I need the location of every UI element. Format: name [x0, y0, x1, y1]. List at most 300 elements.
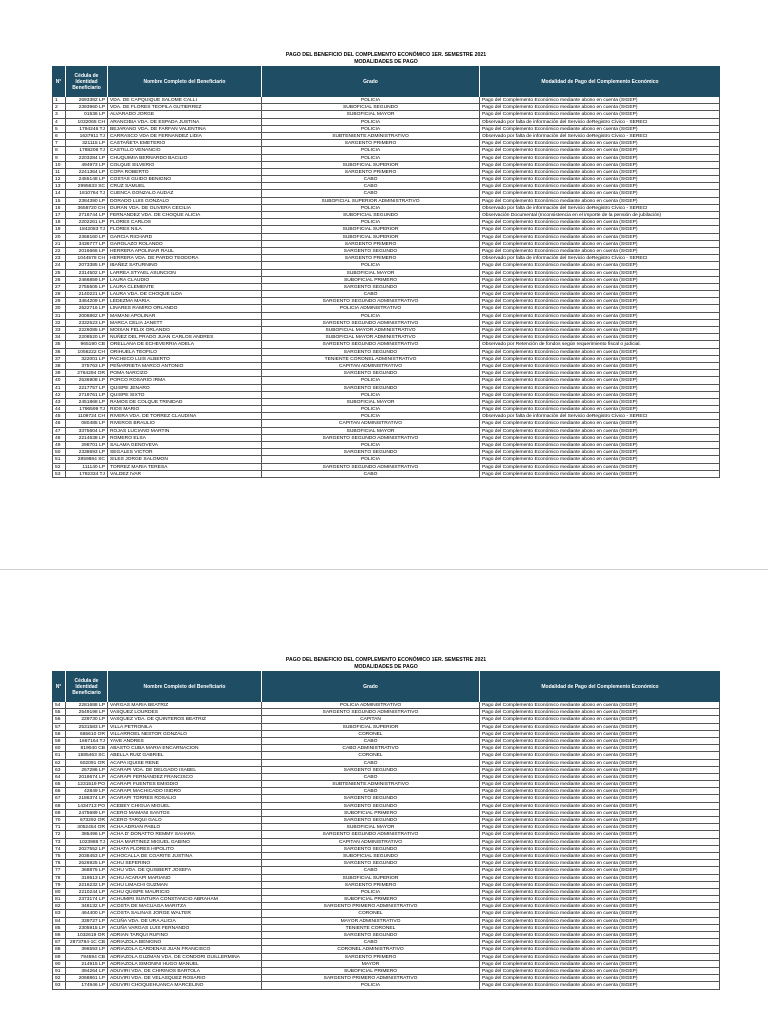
row-modalidad: Pago del Complemento Económico mediante abono en cuenta (SIGEP)	[480, 817, 720, 823]
row-grado: SARGENTO SEGUNDO	[262, 846, 480, 852]
row-number: 54	[52, 702, 66, 708]
row-number: 5	[52, 126, 66, 132]
row-modalidad: Pago del Complemento Económico mediante abono en cuenta (SIGEP)	[480, 975, 720, 981]
row-number: 42	[52, 392, 66, 398]
table-body	[52, 97, 720, 478]
table-row	[52, 738, 720, 745]
row-number: 61	[52, 752, 66, 758]
row-name: CASTILLO VENANCIO	[108, 147, 262, 153]
row-ci: 2073385 LP	[66, 262, 108, 268]
row-ci: 2522716 LP	[66, 305, 108, 311]
row-number: 62	[52, 760, 66, 766]
row-grado: SARGENTO SEGUNDO	[262, 932, 480, 938]
row-number: 10	[52, 162, 66, 168]
row-name: FERNANDEZ VDA. DE CHOQUE ALICIA	[108, 212, 262, 218]
row-number: 67	[52, 795, 66, 801]
row-name: ACARAPI TORRES ROSALIO	[108, 795, 262, 801]
row-number: 43	[52, 399, 66, 405]
row-ci: 298701 LP	[66, 442, 108, 448]
row-name: HERRERA APOLINAR RAUL	[108, 248, 262, 254]
row-name: ACAPA IQUISE RENE	[108, 760, 262, 766]
row-name: HERRERA VDA. DE PARDO TEODORA	[108, 255, 262, 261]
row-grado: SARGENTO SEGUNDO ADMINISTRATIVO	[262, 298, 480, 304]
table-row	[52, 449, 720, 456]
row-name: ACUÑA VDA. DE URA ALICIA	[108, 918, 262, 924]
row-modalidad: Pago del Complemento Económico mediante abono en cuenta (SIGEP)	[480, 853, 720, 859]
row-name: ACEBEY CHIGUA MIGUEL	[108, 803, 262, 809]
row-name: SALAMA GENOVEVA	[108, 442, 262, 448]
row-ci: 2764294 OR	[66, 370, 108, 376]
row-grado: SUBOFICIAL MAYOR ADMINISTRATIVO	[262, 327, 480, 333]
row-number: 56	[52, 716, 66, 722]
row-number: 3	[52, 111, 66, 117]
table-row	[52, 824, 720, 831]
header-modalidad: Modalidad de Pago del Complemento Económico	[541, 78, 659, 85]
row-grado: POLICIA	[262, 413, 480, 419]
row-ci: 3052454 OR	[66, 824, 108, 830]
table-row	[52, 724, 720, 731]
row-name: ROJAS LUCIANO MARTIN	[108, 428, 262, 434]
row-name: COPA ROBERTO	[108, 169, 262, 175]
row-grado: SUBOFICIAL SUPERIOR	[262, 875, 480, 881]
row-grado: SUBOFICIAL PRIMERO	[262, 896, 480, 902]
row-name: VILLA PETRONILA	[108, 724, 262, 730]
row-grado: POLICIA	[262, 889, 480, 895]
table-row	[52, 975, 720, 982]
row-grado: CABO ADMINISTRATIVO	[262, 745, 480, 751]
row-grado: POLICIA	[262, 219, 480, 225]
row-number: 66	[52, 788, 66, 794]
table-row	[52, 774, 720, 781]
row-number: 85	[52, 925, 66, 931]
row-ci: 494973 LP	[66, 162, 108, 168]
row-number: 17	[52, 212, 66, 218]
table-row	[52, 104, 720, 111]
row-ci: 794594 CB	[66, 954, 108, 960]
row-number: 8	[52, 147, 66, 153]
row-grado: CABO	[262, 176, 480, 182]
header-ci: Cédula de Identidad Beneficiario	[66, 671, 108, 702]
row-ci: 1796599 TJ	[66, 406, 108, 412]
row-number: 9	[52, 155, 66, 161]
row-grado: CABO	[262, 788, 480, 794]
row-number: 88	[52, 946, 66, 952]
row-grado: POLICIA	[262, 147, 480, 153]
row-modalidad: Pago del Complemento Económico mediante abono en cuenta (SIGEP)	[480, 190, 720, 196]
row-name: PEÑARRIETA MARCO ANTONIO	[108, 363, 262, 369]
row-modalidad: Pago del Complemento Económico mediante abono en cuenta (SIGEP)	[480, 961, 720, 967]
row-modalidad: Pago del Complemento Económico mediante abono en cuenta (SIGEP)	[480, 716, 720, 722]
row-number: 73	[52, 839, 66, 845]
row-modalidad: Pago del Complemento Económico mediante abono en cuenta (SIGEP)	[480, 155, 720, 161]
table-row	[52, 377, 720, 384]
row-modalidad: Pago del Complemento Económico mediante abono en cuenta (SIGEP)	[480, 284, 720, 290]
row-ci: 348132 LP	[66, 903, 108, 909]
row-grado: POLICIA ADMINISTRATIVO	[262, 702, 480, 708]
row-modalidad: Pago del Complemento Económico mediante abono en cuenta (SIGEP)	[480, 169, 720, 175]
row-grado: POLICIA	[262, 313, 480, 319]
table-row	[52, 320, 720, 327]
row-ci: 464400 LP	[66, 910, 108, 916]
row-ci: 2755505 LP	[66, 284, 108, 290]
row-number: 40	[52, 377, 66, 383]
row-modalidad: Observado por falta de información del Servicio deRegistro Cívico - SERECI	[480, 205, 720, 211]
row-ci: 3375604 LP	[66, 428, 108, 434]
row-grado: MAYOR ADMINISTRATIVO	[262, 918, 480, 924]
row-grado: SUBOFICIAL MAYOR	[262, 428, 480, 434]
row-grado: POLICIA	[262, 982, 480, 988]
table-row	[52, 946, 720, 953]
table-row	[52, 291, 720, 298]
table-row	[52, 399, 720, 406]
page-2	[0, 569, 768, 1025]
row-name: ADRIAZOLA SIMONINI HUGO MANUEL	[108, 961, 262, 967]
row-number: 76	[52, 860, 66, 866]
row-grado: SUBOFICIAL PRIMERO	[262, 277, 480, 283]
row-name: ACHATA FLORES HIPOLITO	[108, 846, 262, 852]
row-ci: 080485 LP	[66, 420, 108, 426]
row-name: ACHA MARTINEZ MIGUEL GABINO	[108, 839, 262, 845]
table-row	[52, 910, 720, 917]
row-number: 86	[52, 932, 66, 938]
row-name: PORCO ROSARIO IRMA	[108, 377, 262, 383]
table-row	[52, 270, 720, 277]
row-ci: 3464209 LP	[66, 298, 108, 304]
row-name: SILES JORGE SALOMON	[108, 456, 262, 462]
document-title: PAGO DEL BENEFICIO DEL COMPLEMENTO ECONÓMICO 1ER. SEMESTRE 2021	[285, 657, 487, 663]
row-grado: TENIENTE CORONEL ADMINISTRATIVO	[262, 356, 480, 362]
table-row	[52, 147, 720, 154]
row-modalidad: Pago del Complemento Económico mediante abono en cuenta (SIGEP)	[480, 896, 720, 902]
row-grado: POLICIA	[262, 97, 480, 103]
table-row	[52, 889, 720, 896]
row-grado: SARGENTO PRIMERO	[262, 954, 480, 960]
row-name: LAURA VDA. DE CHOQUE ILDA	[108, 291, 262, 297]
row-ci: 375763 LP	[66, 363, 108, 369]
row-modalidad: Pago del Complemento Económico mediante abono en cuenta (SIGEP)	[480, 471, 720, 477]
row-modalidad: Pago del Complemento Económico mediante abono en cuenta (SIGEP)	[480, 356, 720, 362]
row-grado: CORONEL	[262, 910, 480, 916]
row-number: 52	[52, 464, 66, 470]
row-grado: POLICIA	[262, 126, 480, 132]
row-name: ROMERO ELSA	[108, 435, 262, 441]
row-grado: SARGENTO SEGUNDO	[262, 449, 480, 455]
table-row	[52, 162, 720, 169]
row-modalidad: Pago del Complemento Económico mediante abono en cuenta (SIGEP)	[480, 867, 720, 873]
row-name: LAURA CLAUDIO	[108, 277, 262, 283]
row-grado: CABO	[262, 774, 480, 780]
row-modalidad: Pago del Complemento Económico mediante abono en cuenta (SIGEP)	[480, 370, 720, 376]
header-name: Nombre Completo del Beneficiario	[108, 671, 262, 702]
row-name: DORADO LUIS GONZALO	[108, 198, 262, 204]
row-grado: SUBOFICIAL PRIMERO	[262, 968, 480, 974]
row-grado: POLICIA	[262, 456, 480, 462]
row-name: ORELLANA DE ECHEVERRIA ADELA	[108, 341, 262, 347]
table-row	[52, 767, 720, 774]
row-number: 63	[52, 767, 66, 773]
row-ci: 2873784-1C CB	[66, 939, 108, 945]
row-name: VARGAS MARIA BEATRIZ	[108, 702, 262, 708]
row-ci: 2455148 LP	[66, 176, 108, 182]
row-ci: 322001 LP	[66, 356, 108, 362]
table-row	[52, 795, 720, 802]
row-number: 92	[52, 975, 66, 981]
row-ci: 2314502 LP	[66, 270, 108, 276]
row-modalidad: Pago del Complemento Económico mediante abono en cuenta (SIGEP)	[480, 731, 720, 737]
table-row	[52, 97, 720, 104]
table-row	[52, 760, 720, 767]
row-ci: 385496 LP	[66, 831, 108, 837]
row-ci: 396593 LP	[66, 946, 108, 952]
row-ci: 1023986 TJ	[66, 839, 108, 845]
row-grado: CABO	[262, 760, 480, 766]
row-ci: 2216232 LP	[66, 882, 108, 888]
row-ci: 2549198 LP	[66, 709, 108, 715]
table-row	[52, 442, 720, 449]
row-modalidad: Pago del Complemento Económico mediante abono en cuenta (SIGEP)	[480, 291, 720, 297]
row-ci: 2332523 LP	[66, 320, 108, 326]
row-name: ABELLA RUIZ GABRIEL	[108, 752, 262, 758]
row-number: 25	[52, 270, 66, 276]
row-grado: SUBOFICIAL SUPERIOR	[262, 724, 480, 730]
table-row	[52, 781, 720, 788]
row-modalidad: Pago del Complemento Económico mediante abono en cuenta (SIGEP)	[480, 406, 720, 412]
row-ci: 2531583 LP	[66, 724, 108, 730]
row-name: VASQUEZ VDA. DE QUINTEROS BEATRIZ	[108, 716, 262, 722]
row-grado: SARGENTO SEGUNDO	[262, 803, 480, 809]
row-ci: 2719761 LP	[66, 392, 108, 398]
row-grado: CORONEL	[262, 752, 480, 758]
row-grado: POLICIA	[262, 262, 480, 268]
row-grado: SARGENTO SEGUNDO	[262, 284, 480, 290]
row-grado: CABO	[262, 471, 480, 477]
row-grado: SUBOFICIAL SUPERIOR	[262, 162, 480, 168]
table-row	[52, 334, 720, 341]
row-modalidad: Pago del Complemento Económico mediante abono en cuenta (SIGEP)	[480, 875, 720, 881]
row-ci: 257286 LP	[66, 767, 108, 773]
row-name: COSTAS GUIDO BENIGNO	[108, 176, 262, 182]
row-ci: 602091 OR	[66, 760, 108, 766]
row-modalidad: Pago del Complemento Económico mediante abono en cuenta (SIGEP)	[480, 226, 720, 232]
row-ci: 42849 LP	[66, 788, 108, 794]
row-number: 27	[52, 284, 66, 290]
row-grado: SUBTENIENTE ADMINISTRATIVO	[262, 781, 480, 787]
row-grado: SARGENTO PRIMERO	[262, 255, 480, 261]
row-modalidad: Pago del Complemento Económico mediante abono en cuenta (SIGEP)	[480, 420, 720, 426]
table-row	[52, 370, 720, 377]
row-ci: 368875 LP	[66, 867, 108, 873]
row-ci: 2338693 LP	[66, 449, 108, 455]
table-row	[52, 788, 720, 795]
row-grado: CORONEL ADMINISTRATIVO	[262, 946, 480, 952]
row-ci: 2451868 LP	[66, 399, 108, 405]
row-name: MARCA CELIA JANETT	[108, 320, 262, 326]
row-name: ADRIAZOLA GUZMAN VDA. DE CONDORI GUILLERMINA	[108, 954, 262, 960]
row-grado: SARGENTO PRIMERO	[262, 241, 480, 247]
row-modalidad: Pago del Complemento Económico mediante abono en cuenta (SIGEP)	[480, 745, 720, 751]
row-modalidad: Pago del Complemento Económico mediante abono en cuenta (SIGEP)	[480, 392, 720, 398]
row-ci: 665610 OR	[66, 731, 108, 737]
table-row	[52, 853, 720, 860]
row-grado: SARGENTO SEGUNDO	[262, 767, 480, 773]
row-grado: CABO	[262, 738, 480, 744]
row-modalidad: Pago del Complemento Económico mediante abono en cuenta (SIGEP)	[480, 234, 720, 240]
row-number: 29	[52, 298, 66, 304]
row-number: 20	[52, 234, 66, 240]
row-grado: SARGENTO PRIMERO ADMINISTRATIVO	[262, 975, 480, 981]
row-modalidad: Pago del Complemento Económico mediante abono en cuenta (SIGEP)	[480, 464, 720, 470]
row-modalidad: Pago del Complemento Económico mediante abono en cuenta (SIGEP)	[480, 104, 720, 110]
row-grado: POLICIA	[262, 406, 480, 412]
row-grado: SUBTENIENTE ADMINISTRATIVO	[262, 133, 480, 139]
row-grado: POLICIA	[262, 377, 480, 383]
row-ci: 2068861 LP	[66, 975, 108, 981]
row-modalidad: Pago del Complemento Económico mediante abono en cuenta (SIGEP)	[480, 810, 720, 816]
row-number: 72	[52, 831, 66, 837]
row-grado: CAPITAN ADMINISTRATIVO	[262, 839, 480, 845]
row-name: ACHOCALLA DE COARITE JUSTINA	[108, 853, 262, 859]
row-grado: SARGENTO SEGUNDO ADMINISTRATIVO	[262, 464, 480, 470]
row-name: LINARES RAMIRO ORLANDO	[108, 305, 262, 311]
row-grado: SUBOFICIAL MAYOR	[262, 824, 480, 830]
row-modalidad: Pago del Complemento Económico mediante abono en cuenta (SIGEP)	[480, 147, 720, 153]
row-number: 91	[52, 968, 66, 974]
row-grado: SARGENTO PRIMERO	[262, 169, 480, 175]
row-number: 30	[52, 305, 66, 311]
row-number: 12	[52, 176, 66, 182]
row-ci: 1434713 PO	[66, 803, 108, 809]
row-modalidad: Pago del Complemento Económico mediante abono en cuenta (SIGEP)	[480, 774, 720, 780]
row-name: ACHU QUISPE MAURICIO	[108, 889, 262, 895]
table-body	[52, 702, 720, 990]
row-grado: SARGENTO SEGUNDO ADMINISTRATIVO	[262, 435, 480, 441]
row-grado: SARGENTO SEGUNDO ADMINISTRATIVO	[262, 709, 480, 715]
table-row	[52, 882, 720, 889]
row-grado: CABO	[262, 939, 480, 945]
row-ci: 1794246 TJ	[66, 126, 108, 132]
table-row	[52, 428, 720, 435]
table-row	[52, 413, 720, 420]
row-name: ACHU SEFERINO	[108, 860, 262, 866]
row-number: 80	[52, 889, 66, 895]
row-name: POMA NARCIZO	[108, 370, 262, 376]
table-header	[52, 671, 720, 702]
table-row	[52, 133, 720, 140]
row-number: 70	[52, 817, 66, 823]
row-modalidad: Pago del Complemento Económico mediante abono en cuenta (SIGEP)	[480, 320, 720, 326]
row-grado: SARGENTO SEGUNDO	[262, 248, 480, 254]
table-row	[52, 982, 720, 989]
row-ci: 2027552 LP	[66, 846, 108, 852]
row-modalidad: Pago del Complemento Económico mediante abono en cuenta (SIGEP)	[480, 385, 720, 391]
row-name: VILLARROEL NESTOR GONZALO	[108, 731, 262, 737]
row-modalidad: Pago del Complemento Económico mediante abono en cuenta (SIGEP)	[480, 183, 720, 189]
row-name: CUENCA GONZALO AUDAZ	[108, 190, 262, 196]
table-row	[52, 356, 720, 363]
table-row	[52, 745, 720, 752]
row-ci: 394264 LP	[66, 968, 108, 974]
row-name: VDA. DE FLORES TEOFILA GUTIERREZ	[108, 104, 262, 110]
row-ci: 1667164 TJ	[66, 738, 108, 744]
row-name: ACHA D' DONATTO REMMY SAHARA	[108, 831, 262, 837]
row-number: 65	[52, 781, 66, 787]
row-name: LARREA STYAEL ASUNCION	[108, 270, 262, 276]
table-row	[52, 918, 720, 925]
row-ci: 229730 LP	[66, 716, 108, 722]
row-grado: CAPITAN ADMINISTRATIVO	[262, 363, 480, 369]
row-number: 33	[52, 327, 66, 333]
row-name: ACHU ACARAPI MARIANO	[108, 875, 262, 881]
row-name: VALDEZ IVAR	[108, 471, 262, 477]
table-row	[52, 471, 720, 478]
row-grado: SUBOFICIAL SUPERIOR	[262, 234, 480, 240]
row-grado: CABO	[262, 867, 480, 873]
row-ci: 2016666 LP	[66, 248, 108, 254]
row-number: 44	[52, 406, 66, 412]
row-number: 7	[52, 140, 66, 146]
row-number: 1	[52, 97, 66, 103]
table-row	[52, 298, 720, 305]
row-grado: SARGENTO SEGUNDO ADMINISTRATIVO	[262, 831, 480, 837]
row-modalidad: Observado por falta de información del Servicio deRegistro Cívico - SERECI	[480, 119, 720, 125]
table-row	[52, 341, 720, 348]
row-ci: 1585463 SC	[66, 752, 108, 758]
row-ci: 2536908 LP	[66, 377, 108, 383]
row-name: RAMOS DE COLQUE TRINIDAD	[108, 399, 262, 405]
row-ci: 2693382 LP	[66, 97, 108, 103]
table-row	[52, 277, 720, 284]
table-row	[52, 903, 720, 910]
table-row	[52, 867, 720, 874]
row-name: CASTAÑETA EMETERIO	[108, 140, 262, 146]
row-grado: SUBOFICIAL SEGUNDO	[262, 104, 480, 110]
row-grado: SARGENTO SEGUNDO	[262, 349, 480, 355]
row-number: 47	[52, 428, 66, 434]
row-number: 51	[52, 456, 66, 462]
table-row	[52, 385, 720, 392]
row-number: 71	[52, 824, 66, 830]
row-number: 34	[52, 334, 66, 340]
row-name: ADUVIRI CHOQUEHUANCA MARCELINO	[108, 982, 262, 988]
row-modalidad: Pago del Complemento Económico mediante abono en cuenta (SIGEP)	[480, 97, 720, 103]
table-row	[52, 406, 720, 413]
row-modalidad: Pago del Complemento Económico mediante abono en cuenta (SIGEP)	[480, 449, 720, 455]
row-modalidad: Pago del Complemento Económico mediante abono en cuenta (SIGEP)	[480, 803, 720, 809]
row-name: ADRIAN TARQUI RUFINO	[108, 932, 262, 938]
row-number: 68	[52, 803, 66, 809]
row-modalidad: Pago del Complemento Económico mediante abono en cuenta (SIGEP)	[480, 313, 720, 319]
row-modalidad: Pago del Complemento Económico mediante abono en cuenta (SIGEP)	[480, 428, 720, 434]
row-ci: 2281688 LP	[66, 702, 108, 708]
table-row	[52, 212, 720, 219]
header-ci: Cédula de Identidad Beneficiario	[66, 66, 108, 97]
row-ci: 111140 LP	[66, 464, 108, 470]
row-name: ADRIAZOLA BENIGNO	[108, 939, 262, 945]
table-row	[52, 709, 720, 716]
row-modalidad: Pago del Complemento Económico mediante abono en cuenta (SIGEP)	[480, 795, 720, 801]
table-row	[52, 111, 720, 118]
row-name: ALVARADO JORGE	[108, 111, 262, 117]
row-modalidad: Pago del Complemento Económico mediante abono en cuenta (SIGEP)	[480, 831, 720, 837]
row-ci: 2393960 LP	[66, 104, 108, 110]
row-modalidad: Pago del Complemento Económico mediante abono en cuenta (SIGEP)	[480, 349, 720, 355]
table-row	[52, 198, 720, 205]
table-row	[52, 839, 720, 846]
row-modalidad: Pago del Complemento Económico mediante abono en cuenta (SIGEP)	[480, 889, 720, 895]
row-name: CARRASCO VDA DE FERNANDEZ LIDIA	[108, 133, 262, 139]
row-name: ACARAPI VDA. DE DELGADO ISABEL	[108, 767, 262, 773]
row-modalidad: Pago del Complemento Económico mediante abono en cuenta (SIGEP)	[480, 946, 720, 952]
